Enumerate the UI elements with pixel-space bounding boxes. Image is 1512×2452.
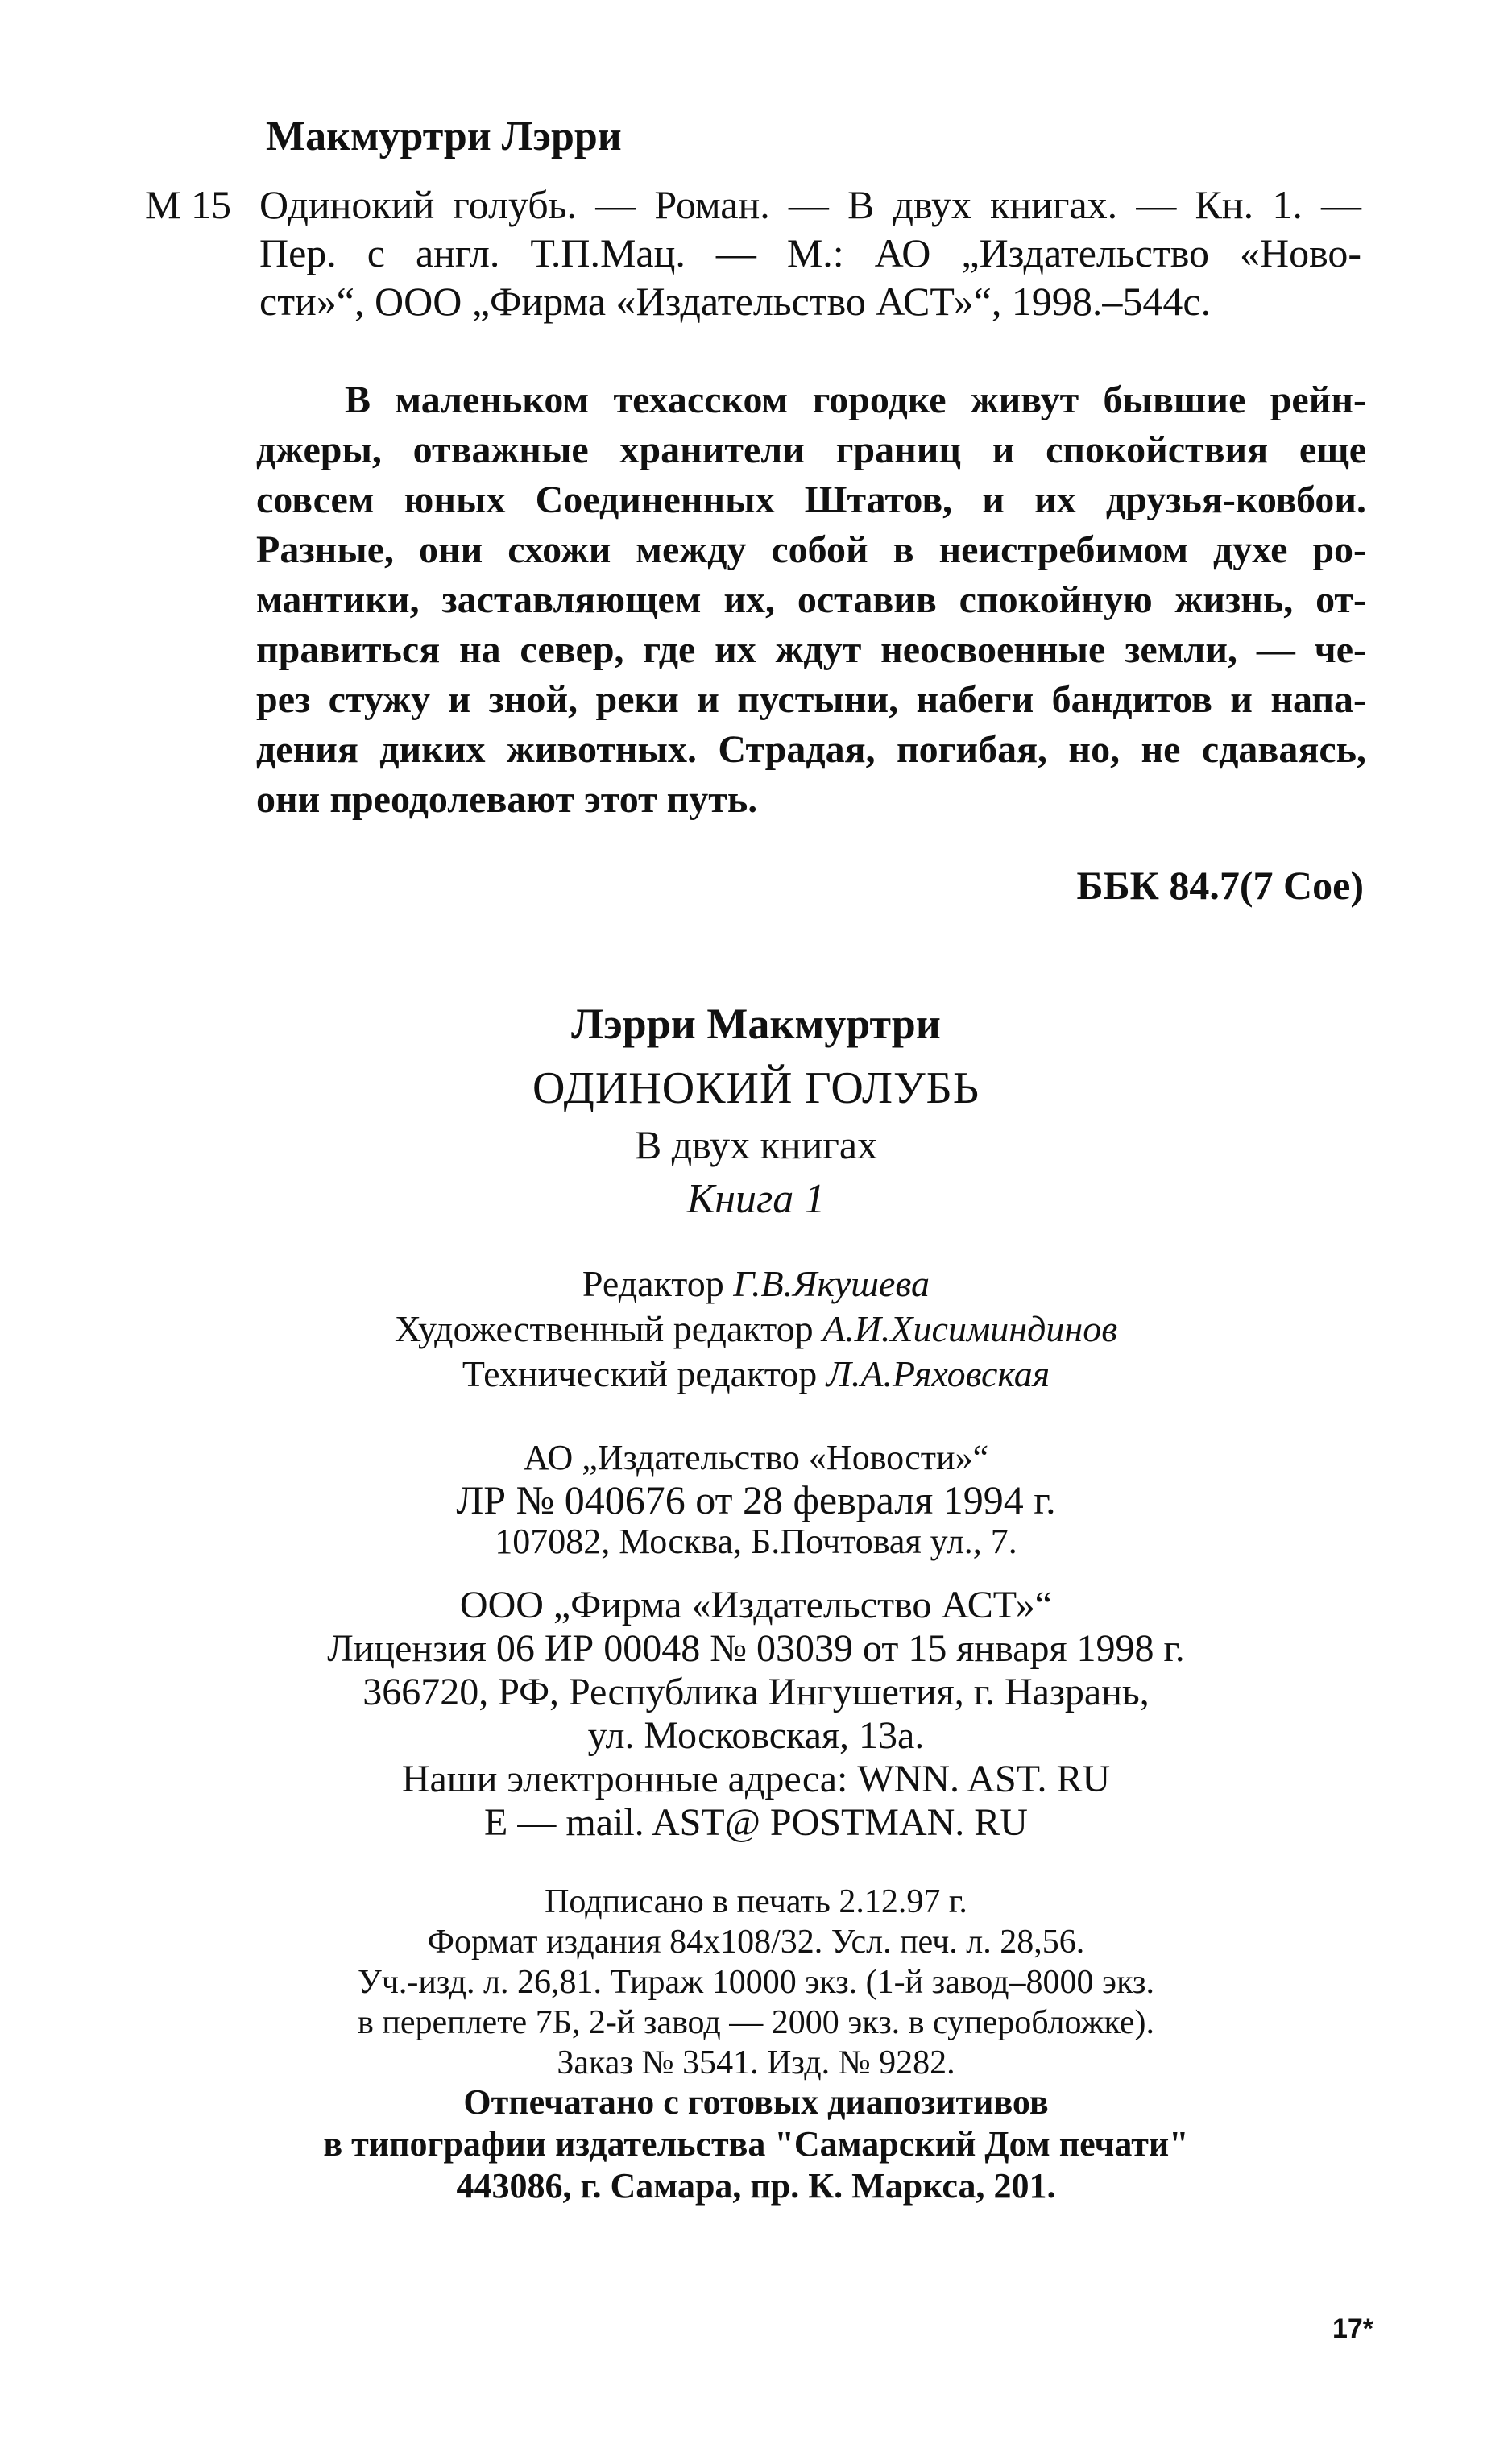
- annotation-line: мантики, заставляющем их, оставив спокойную жизнь, от-: [256, 578, 1366, 621]
- publisher-name: ООО „Фирма «Издательство АСТ»“: [459, 1584, 1053, 1626]
- annotation-line: совсем юных Соединенных Штатов, и их друзья-ковбои.: [256, 478, 1366, 521]
- printer-block: [0, 2081, 1512, 2207]
- publisher-license: Лицензия 06 ИР 00048 № 03039 от 15 января 1998 г.: [327, 1627, 1185, 1670]
- book-volume: Книга 1: [686, 1176, 826, 1222]
- print-info-block: [0, 1882, 1512, 2083]
- publisher-license: ЛР № 040676 от 28 февраля 1994 г.: [456, 1477, 1056, 1522]
- bibliographic-line: Пер. с англ. Т.П.Мац. — М.: АО „Издательство «Ново-: [259, 230, 1361, 275]
- publisher-2-block: [0, 1584, 1512, 1845]
- annotation-paragraph: [256, 375, 1366, 825]
- publisher-1-block: [0, 1437, 1512, 1563]
- editor-role: Редактор: [582, 1263, 724, 1304]
- editors-block: [0, 1261, 1512, 1397]
- annotation-line: рез стужу и зной, реки и пустыни, набеги бандитов и напа-: [256, 678, 1366, 721]
- book-subtitle: В двух книгах: [634, 1122, 878, 1167]
- editor-name: Л.А.Ряховская: [826, 1353, 1050, 1394]
- bibliographic-description: [259, 180, 1361, 325]
- annotation-line: правиться на север, где их ждут неосвоенные земли, — че-: [256, 628, 1366, 671]
- publisher-name: АО „Издательство «Новости»“: [523, 1438, 989, 1477]
- editor-line: [0, 1352, 1512, 1397]
- print-info-line: Подписано в печать 2.12.97 г.: [545, 1883, 967, 1920]
- printer-line: Отпечатано с готовых диапозитивов: [463, 2082, 1049, 2122]
- bibliographic-line: Одинокий голубь. — Роман. — В двух книгах. — Кн. 1. —: [259, 182, 1361, 227]
- bibliographic-line: сти»“, ООО „Фирма «Издательство АСТ»“, 1998.–544с.: [259, 279, 1212, 324]
- publisher-address: 107082, Москва, Б.Почтовая ул., 7.: [495, 1522, 1017, 1561]
- page-number: 17*: [1332, 2313, 1373, 2344]
- annotation-line: В маленьком техасском городке живут бывшие рейн-: [345, 379, 1366, 421]
- editor-role: Художественный редактор: [394, 1308, 814, 1349]
- publisher-address: 366720, РФ, Республика Ингушетия, г. Назрань,: [362, 1671, 1150, 1713]
- annotation-line: джеры, отважные хранители границ и спокойствия еще: [256, 429, 1366, 471]
- print-info-line: Заказ № 3541. Изд. № 9282.: [557, 2044, 955, 2081]
- print-info-line: Формат издания 84x108/32. Усл. печ. л. 28,56.: [427, 1924, 1085, 1961]
- title-author: Лэрри Макмуртри: [571, 1000, 941, 1048]
- editor-role: Технический редактор: [462, 1353, 818, 1394]
- bbk-code: ББК 84.7(7 Сое): [1076, 863, 1364, 908]
- publisher-email: E — mail. AST@ POSTMAN. RU: [484, 1801, 1028, 1844]
- editor-name: Г.В.Якушева: [733, 1263, 930, 1304]
- printer-line: 443086, г. Самара, пр. К. Маркса, 201.: [456, 2166, 1056, 2206]
- annotation-line: дения диких животных. Страдая, погибая, но, не сдаваясь,: [256, 728, 1366, 771]
- editor-line: [0, 1307, 1512, 1352]
- book-title: ОДИНОКИЙ ГОЛУБЬ: [532, 1063, 980, 1113]
- bibliographic-author-heading: Макмуртри Лэрри: [266, 114, 622, 159]
- annotation-line: Разные, они схожи между собой в неистребимом духе ро-: [256, 528, 1366, 571]
- editor-line: [0, 1261, 1512, 1307]
- publisher-web: Наши электронные адреса: WNN. AST. RU: [401, 1758, 1111, 1800]
- print-info-line: в переплете 7Б, 2-й завод — 2000 экз. в суперобложке).: [358, 2004, 1154, 2041]
- classification-code: М 15: [145, 182, 231, 227]
- print-info-line: Уч.-изд. л. 26,81. Тираж 10000 экз. (1-й завод–8000 экз.: [357, 1964, 1155, 2001]
- editor-name: А.И.Хисиминдинов: [822, 1308, 1118, 1349]
- annotation-line: они преодолевают этот путь.: [256, 778, 758, 821]
- printer-line: в типографии издательства "Самарский Дом печати": [323, 2124, 1189, 2164]
- publisher-address: ул. Московская, 13а.: [587, 1714, 925, 1757]
